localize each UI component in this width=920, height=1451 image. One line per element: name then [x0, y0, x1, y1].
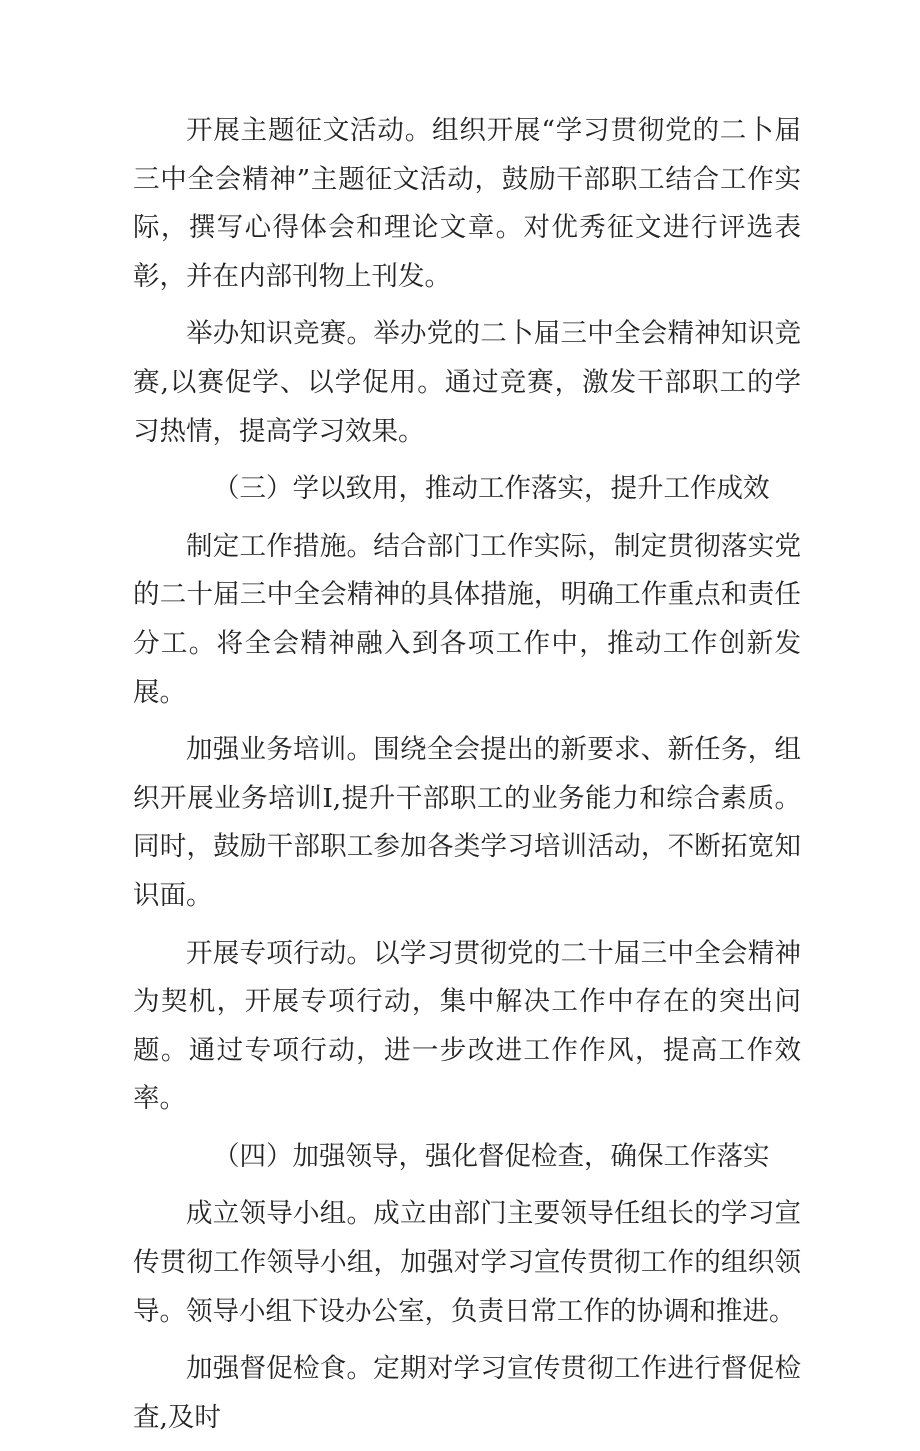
paragraph-business-training: 加强业务培训。围绕全会提出的新要求、新任务，组织开展业务培训I,提升干部职工的业务能力和综合素质。同时，鼓励干部职工参加各类学习培训活动，不断拓宽知识面。 — [133, 734, 801, 911]
document-body — [133, 107, 801, 1451]
paragraph-supervision: 加强督促检食。定期对学习宣传贯彻工作进行督促检査,及时 — [133, 1353, 801, 1433]
section-heading-3: （三）学以致用，推动工作落实，提升工作成效 — [213, 473, 770, 505]
paragraph-leading-group: 成立领导小组。成立由部门主要领导任组长的学习宣传贯彻工作领导小组，加强对学习宣传贯彻工作的组织领导。领导小组下设办公室，负责日常工作的协调和推进。 — [133, 1198, 801, 1327]
paragraph-special-action: 开展专项行动。以学习贯彻党的二十届三中全会精神为契机，开展专项行动，集中解决工作中存在的突出问题。通过专项行动，进一步改进工作作风，提高工作效率。 — [133, 937, 801, 1115]
section-heading-4: （四）加强领导，强化督促检查，确保工作落实 — [213, 1140, 770, 1172]
paragraph-essay-activity: 开展主题征文活动。组织开展“学习贯彻党的二卜届三中全会精神”主题征文活动，鼓励干部职工结合工作实际，撰写心得体会和理论文章。对优秀征文进行评选表彰，并在内部刊物上刊发。 — [133, 115, 801, 292]
paragraph-knowledge-contest: 举办知识竞赛。举办党的二卜届三中全会精神知识竞赛,以赛促学、以学促用。通过竞赛，激发干部职工的学习热情，提高学习效果。 — [133, 318, 801, 447]
paragraph-work-measures: 制定工作措施。结合部门工作实际，制定贯彻落实党的二十届三中全会精神的具体措施，明确工作重点和责任分工。将全会精神融入到各项工作中，推动工作创新发展。 — [133, 530, 801, 708]
